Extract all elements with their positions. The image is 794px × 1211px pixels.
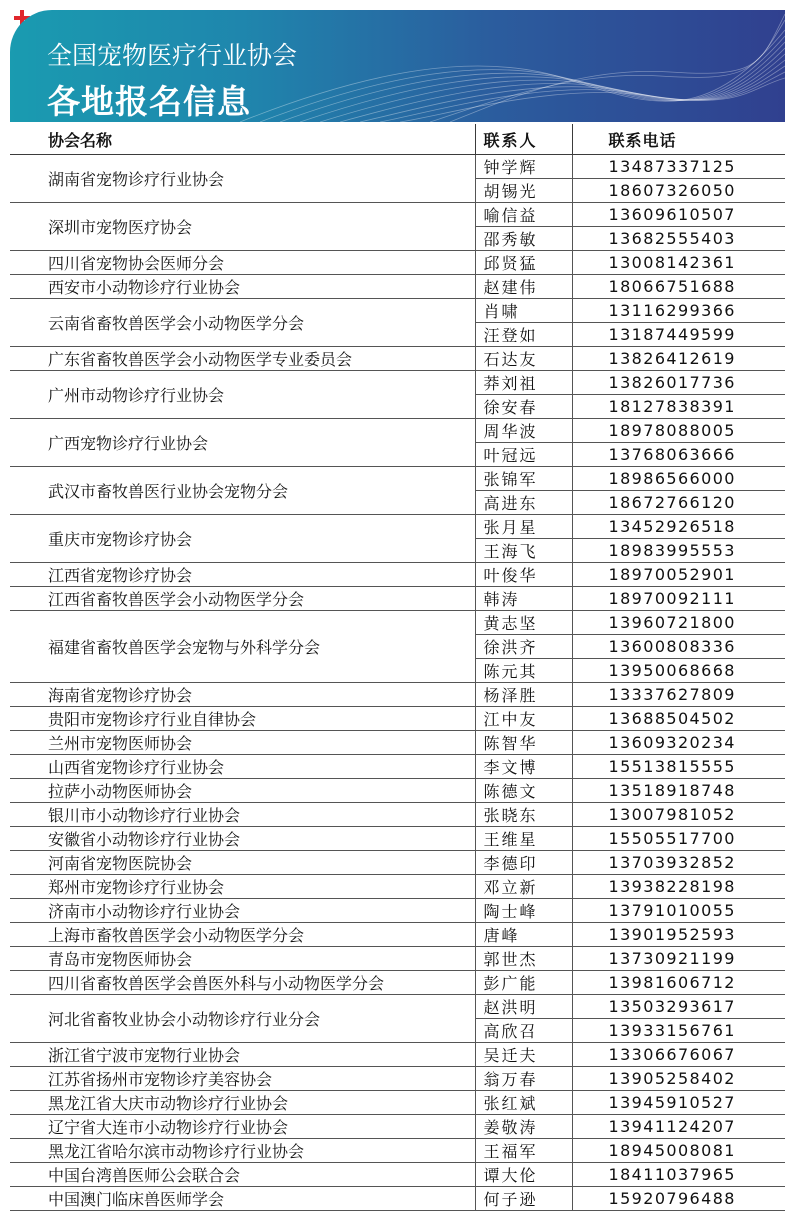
contact-phone-cell: 13730921199	[572, 947, 785, 971]
table-row	[10, 995, 785, 1019]
contact-name-cell: 姜敬涛	[475, 1115, 572, 1139]
organization-cell: 广东省畜牧兽医学会小动物医学专业委员会	[10, 347, 475, 371]
contact-phone-cell: 15505517700	[572, 827, 785, 851]
contact-name-cell: 王海飞	[475, 539, 572, 563]
table-row	[10, 755, 785, 779]
contact-phone-cell: 13703932852	[572, 851, 785, 875]
organization-cell: 广西宠物诊疗行业协会	[10, 419, 475, 467]
table-row	[10, 1163, 785, 1187]
organization-cell: 青岛市宠物医师协会	[10, 947, 475, 971]
contact-name-cell: 赵洪明	[475, 995, 572, 1019]
contact-name-cell: 高进东	[475, 491, 572, 515]
contact-phone-cell: 18607326050	[572, 179, 785, 203]
contact-name-cell: 韩涛	[475, 587, 572, 611]
organization-cell: 浙江省宁波市宠物行业协会	[10, 1043, 475, 1067]
contact-phone-cell: 13600808336	[572, 635, 785, 659]
contact-phone-cell: 18066751688	[572, 275, 785, 299]
table-row	[10, 155, 785, 179]
header-title: 全国宠物医疗行业协会	[47, 41, 298, 70]
organization-cell: 四川省畜牧兽医学会兽医外科与小动物医学分会	[10, 971, 475, 995]
contact-phone-cell: 13306676067	[572, 1043, 785, 1067]
contact-phone-cell: 13768063666	[572, 443, 785, 467]
contact-name-cell: 邱贤猛	[475, 251, 572, 275]
table-row	[10, 275, 785, 299]
table-row	[10, 851, 785, 875]
contact-name-cell: 王福军	[475, 1139, 572, 1163]
contact-name-cell: 黄志坚	[475, 611, 572, 635]
organization-cell: 贵阳市宠物诊疗行业自律协会	[10, 707, 475, 731]
contact-name-cell: 石达友	[475, 347, 572, 371]
contact-name-cell: 叶冠远	[475, 443, 572, 467]
contact-name-cell: 莽刘祖	[475, 371, 572, 395]
contact-phone-cell: 13007981052	[572, 803, 785, 827]
organization-cell: 山西省宠物诊疗行业协会	[10, 755, 475, 779]
table-row	[10, 515, 785, 539]
contact-name-cell: 陈智华	[475, 731, 572, 755]
contact-name-cell: 张锦军	[475, 467, 572, 491]
table-row	[10, 611, 785, 635]
table-row	[10, 899, 785, 923]
contact-phone-cell: 13452926518	[572, 515, 785, 539]
contact-phone-cell: 13981606712	[572, 971, 785, 995]
organization-cell: 银川市小动物诊疗行业协会	[10, 803, 475, 827]
table-row	[10, 923, 785, 947]
contact-name-cell: 何子逊	[475, 1187, 572, 1211]
table-row	[10, 779, 785, 803]
contact-name-cell: 叶俊华	[475, 563, 572, 587]
contact-name-cell: 邓立新	[475, 875, 572, 899]
table-row	[10, 563, 785, 587]
contact-name-cell: 张红斌	[475, 1091, 572, 1115]
contact-phone-cell: 13901952593	[572, 923, 785, 947]
table-row	[10, 803, 785, 827]
contact-phone-cell: 13609320234	[572, 731, 785, 755]
contact-name-cell: 江中友	[475, 707, 572, 731]
organization-cell: 安徽省小动物诊疗行业协会	[10, 827, 475, 851]
table-row	[10, 1067, 785, 1091]
table-row	[10, 875, 785, 899]
organization-cell: 黑龙江省哈尔滨市动物诊疗行业协会	[10, 1139, 475, 1163]
contact-phone-cell: 15513815555	[572, 755, 785, 779]
organization-cell: 江西省畜牧兽医学会小动物医学分会	[10, 587, 475, 611]
contact-phone-cell: 13905258402	[572, 1067, 785, 1091]
contact-name-cell: 周华波	[475, 419, 572, 443]
organization-cell: 海南省宠物诊疗协会	[10, 683, 475, 707]
organization-cell: 江西省宠物诊疗协会	[10, 563, 475, 587]
contact-phone-cell: 13187449599	[572, 323, 785, 347]
contact-phone-cell: 18970052901	[572, 563, 785, 587]
contact-name-cell: 张月星	[475, 515, 572, 539]
contact-name-cell: 钟学辉	[475, 155, 572, 179]
table-row	[10, 827, 785, 851]
organization-cell: 济南市小动物诊疗行业协会	[10, 899, 475, 923]
contact-name-cell: 陶士峰	[475, 899, 572, 923]
contact-phone-cell: 18978088005	[572, 419, 785, 443]
contact-name-cell: 赵建伟	[475, 275, 572, 299]
organization-cell: 武汉市畜牧兽医行业协会宠物分会	[10, 467, 475, 515]
organization-cell: 河南省宠物医院协会	[10, 851, 475, 875]
contact-phone-cell: 18986566000	[572, 467, 785, 491]
contact-phone-cell: 18127838391	[572, 395, 785, 419]
organization-cell: 西安市小动物诊疗行业协会	[10, 275, 475, 299]
registration-table	[10, 124, 785, 1211]
contact-phone-cell: 13791010055	[572, 899, 785, 923]
table-row	[10, 683, 785, 707]
contact-name-cell: 徐安春	[475, 395, 572, 419]
contact-name-cell: 吴迁夫	[475, 1043, 572, 1067]
organization-cell: 云南省畜牧兽医学会小动物医学分会	[10, 299, 475, 347]
organization-cell: 重庆市宠物诊疗协会	[10, 515, 475, 563]
organization-cell: 上海市畜牧兽医学会小动物医学分会	[10, 923, 475, 947]
table-row	[10, 203, 785, 227]
contact-name-cell: 彭广能	[475, 971, 572, 995]
table-row	[10, 947, 785, 971]
organization-cell: 中国澳门临床兽医师学会	[10, 1187, 475, 1211]
table-row	[10, 419, 785, 443]
contact-name-cell: 李文博	[475, 755, 572, 779]
contact-phone-cell: 13609610507	[572, 203, 785, 227]
table-body	[10, 155, 785, 1211]
organization-cell: 河北省畜牧业协会小动物诊疗行业分会	[10, 995, 475, 1043]
organization-cell: 拉萨小动物医师协会	[10, 779, 475, 803]
table-row	[10, 251, 785, 275]
contact-phone-cell: 13008142361	[572, 251, 785, 275]
contact-name-cell: 王维星	[475, 827, 572, 851]
table-row	[10, 1091, 785, 1115]
organization-cell: 广州市动物诊疗行业协会	[10, 371, 475, 419]
table-row	[10, 347, 785, 371]
header-subtitle: 各地报名信息	[47, 82, 251, 121]
contact-name-cell: 汪登如	[475, 323, 572, 347]
organization-cell: 黑龙江省大庆市动物诊疗行业协会	[10, 1091, 475, 1115]
contact-phone-cell: 18411037965	[572, 1163, 785, 1187]
organization-cell: 江苏省扬州市宠物诊疗美容协会	[10, 1067, 475, 1091]
table-row	[10, 1043, 785, 1067]
contact-name-cell: 张晓东	[475, 803, 572, 827]
organization-cell: 中国台湾兽医师公会联合会	[10, 1163, 475, 1187]
contact-name-cell: 陈元其	[475, 659, 572, 683]
contact-phone-cell: 13933156761	[572, 1019, 785, 1043]
contact-phone-cell: 13116299366	[572, 299, 785, 323]
table-row	[10, 467, 785, 491]
contact-phone-cell: 13826412619	[572, 347, 785, 371]
table-row	[10, 707, 785, 731]
organization-cell: 深圳市宠物医疗协会	[10, 203, 475, 251]
contact-name-cell: 高欣召	[475, 1019, 572, 1043]
table-header-row	[10, 124, 785, 155]
contact-phone-cell: 18970092111	[572, 587, 785, 611]
table-row	[10, 1115, 785, 1139]
table-row	[10, 1139, 785, 1163]
contact-phone-cell: 13950068668	[572, 659, 785, 683]
contact-phone-cell: 13682555403	[572, 227, 785, 251]
contact-name-cell: 翁万春	[475, 1067, 572, 1091]
table-row	[10, 371, 785, 395]
contact-phone-cell: 18945008081	[572, 1139, 785, 1163]
contact-name-cell: 郭世杰	[475, 947, 572, 971]
column-header-contact: 联系人	[475, 124, 572, 155]
contact-name-cell: 胡锡光	[475, 179, 572, 203]
contact-phone-cell: 13688504502	[572, 707, 785, 731]
contact-phone-cell: 13826017736	[572, 371, 785, 395]
table-row	[10, 731, 785, 755]
contact-phone-cell: 13938228198	[572, 875, 785, 899]
contact-name-cell: 邵秀敏	[475, 227, 572, 251]
contact-phone-cell: 13518918748	[572, 779, 785, 803]
contact-phone-cell: 13487337125	[572, 155, 785, 179]
contact-name-cell: 谭大伦	[475, 1163, 572, 1187]
contact-phone-cell: 18983995553	[572, 539, 785, 563]
organization-cell: 福建省畜牧兽医学会宠物与外科学分会	[10, 611, 475, 683]
table-row	[10, 1187, 785, 1211]
table-row	[10, 299, 785, 323]
contact-name-cell: 李德印	[475, 851, 572, 875]
contact-phone-cell: 13503293617	[572, 995, 785, 1019]
contact-name-cell: 肖啸	[475, 299, 572, 323]
organization-cell: 四川省宠物协会医师分会	[10, 251, 475, 275]
contact-name-cell: 唐峰	[475, 923, 572, 947]
table-row	[10, 971, 785, 995]
column-header-phone: 联系电话	[572, 124, 785, 155]
table-row	[10, 587, 785, 611]
contact-name-cell: 喻信益	[475, 203, 572, 227]
contact-name-cell: 陈德文	[475, 779, 572, 803]
organization-cell: 郑州市宠物诊疗行业协会	[10, 875, 475, 899]
contact-phone-cell: 13941124207	[572, 1115, 785, 1139]
contact-phone-cell: 15920796488	[572, 1187, 785, 1211]
contact-phone-cell: 13337627809	[572, 683, 785, 707]
contact-name-cell: 杨泽胜	[475, 683, 572, 707]
organization-cell: 湖南省宠物诊疗行业协会	[10, 155, 475, 203]
column-header-organization: 协会名称	[10, 124, 475, 155]
contact-phone-cell: 13945910527	[572, 1091, 785, 1115]
organization-cell: 辽宁省大连市小动物诊疗行业协会	[10, 1115, 475, 1139]
organization-cell: 兰州市宠物医师协会	[10, 731, 475, 755]
header-banner	[10, 10, 785, 122]
contact-phone-cell: 13960721800	[572, 611, 785, 635]
contact-phone-cell: 18672766120	[572, 491, 785, 515]
contact-name-cell: 徐洪齐	[475, 635, 572, 659]
